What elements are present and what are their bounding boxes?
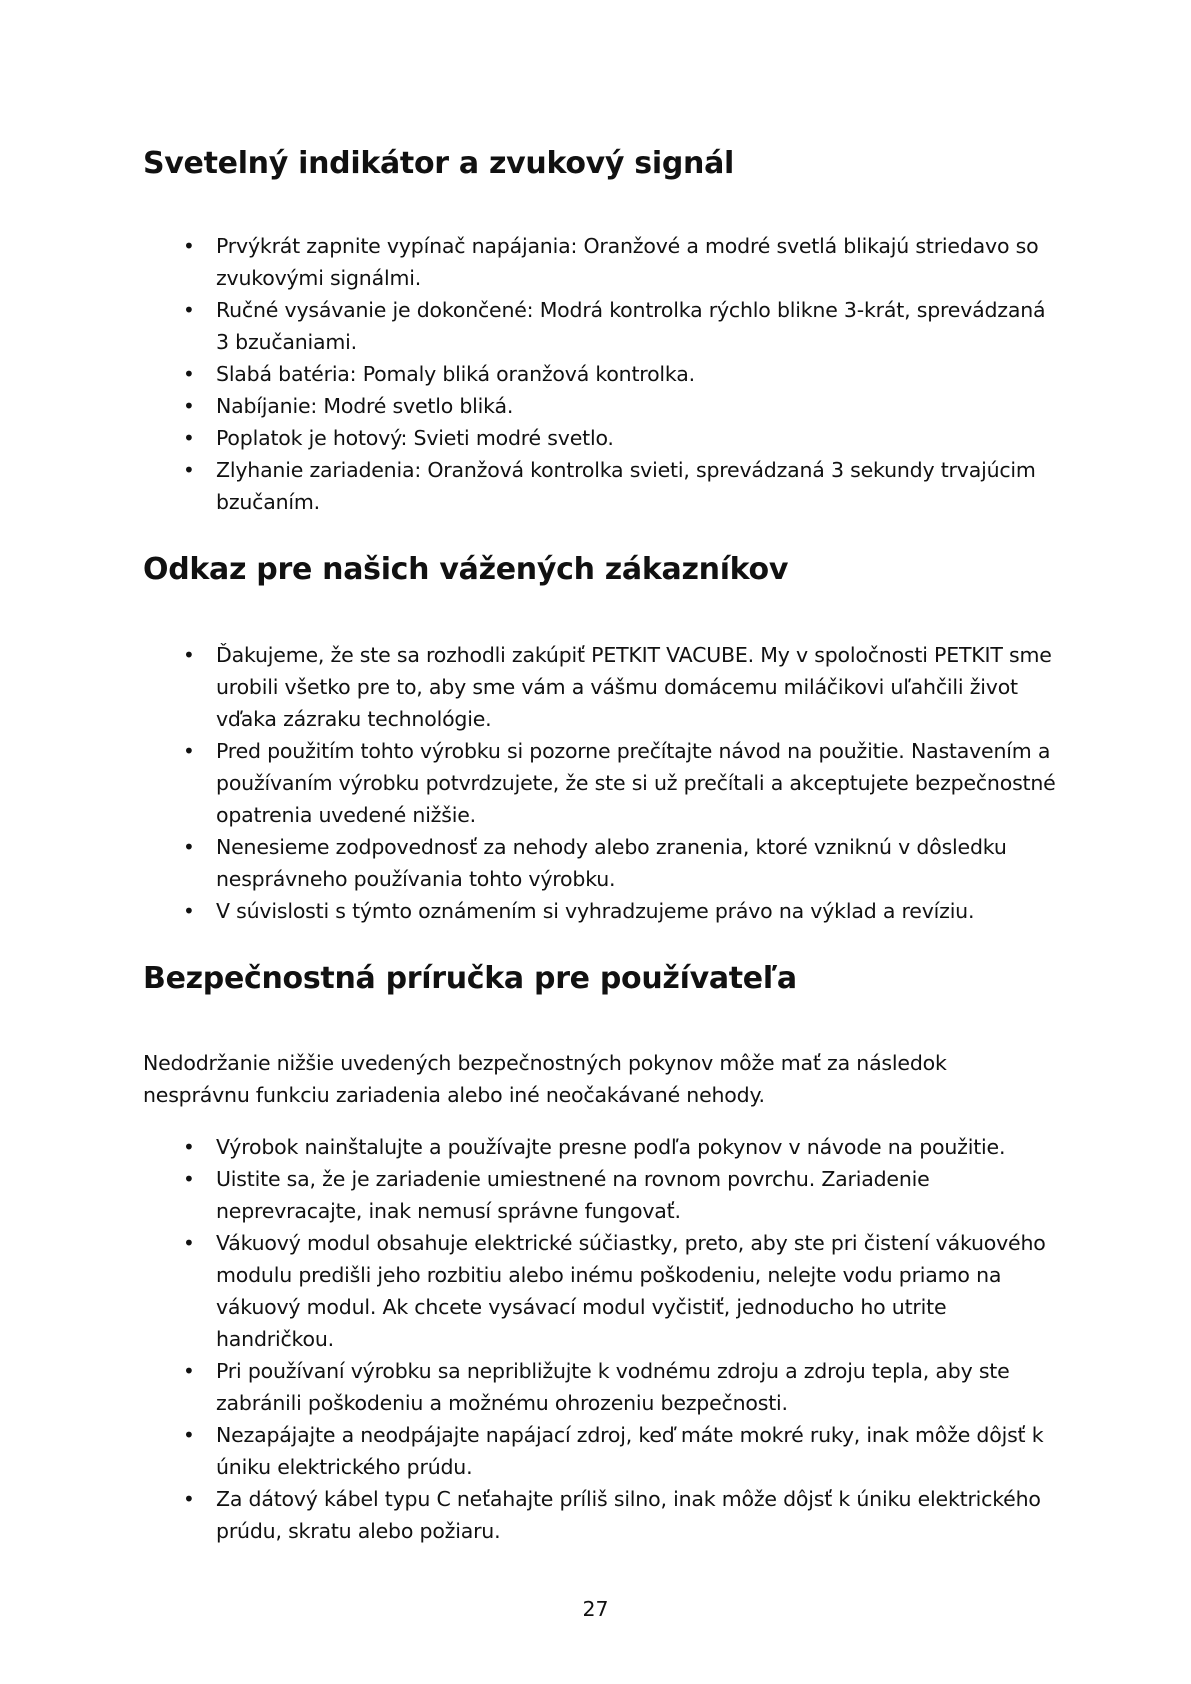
bullet-icon: • <box>183 1167 195 1191</box>
list-item: • Prvýkrát zapnite vypínač napájania: Oranžové a modré svetlá blikajú striedavo so zvukovými signálmi. <box>143 230 1063 294</box>
page-content <box>143 145 1063 1547</box>
list-item: • Pred použitím tohto výrobku si pozorne prečítajte návod na použitie. Nastavením a používaním výrobku potvrdzujete, že ste si už prečítali a akceptujete bezpečnostné opatrenia uvedené nižšie. <box>143 735 1063 831</box>
list-item: • Vákuový modul obsahuje elektrické súčiastky, preto, aby ste pri čistení vákuového modulu predišli jeho rozbitiu alebo inému poškodeniu, nelejte vodu priamo na vákuový modul. Ak chcete vysávací modul vyčistiť, jednoducho ho utrite handričkou. <box>143 1227 1063 1355</box>
list-item: • Za dátový kábel typu C neťahajte príliš silno, inak môže dôjsť k úniku elektrického prúdu, skratu alebo požiaru. <box>143 1483 1063 1547</box>
list-item: • Nenesieme zodpovednosť za nehody alebo zranenia, ktoré vzniknú v dôsledku nesprávneho používania tohto výrobku. <box>143 831 1063 895</box>
bullet-icon: • <box>183 362 195 386</box>
bullet-icon: • <box>183 234 195 258</box>
list-item: • V súvislosti s týmto oznámením si vyhradzujeme právo na výklad a revíziu. <box>143 895 1063 927</box>
bullet-icon: • <box>183 1231 195 1255</box>
bullet-icon: • <box>183 739 195 763</box>
bullet-icon: • <box>183 298 195 322</box>
list-item: • Výrobok nainštalujte a používajte presne podľa pokynov v návode na použitie. <box>143 1131 1063 1163</box>
indicator-list <box>143 230 1063 518</box>
list-item: • Poplatok je hotový: Svieti modré svetlo. <box>143 422 1063 454</box>
bullet-icon: • <box>183 458 195 482</box>
list-item: • Zlyhanie zariadenia: Oranžová kontrolka svieti, sprevádzaná 3 sekundy trvajúcim bzučaním. <box>143 454 1063 518</box>
bullet-icon: • <box>183 1487 195 1511</box>
customers-list <box>143 639 1063 927</box>
bullet-icon: • <box>183 899 195 923</box>
page-number: 27 <box>582 1597 609 1621</box>
bullet-icon: • <box>183 1423 195 1447</box>
bullet-icon: • <box>183 1135 195 1159</box>
section-heading-safety: Bezpečnostná príručka pre používateľa <box>143 961 797 996</box>
bullet-icon: • <box>183 394 195 418</box>
list-item: • Nabíjanie: Modré svetlo bliká. <box>143 390 1063 422</box>
list-item: • Ručné vysávanie je dokončené: Modrá kontrolka rýchlo blikne 3-krát, sprevádzaná 3 bzučaniami. <box>143 294 1063 358</box>
safety-list <box>143 1131 1063 1547</box>
bullet-icon: • <box>183 1359 195 1383</box>
bullet-icon: • <box>183 426 195 450</box>
bullet-icon: • <box>183 835 195 859</box>
list-item: • Pri používaní výrobku sa nepribližujte k vodnému zdroju a zdroju tepla, aby ste zabránili poškodeniu a možnému ohrozeniu bezpečnosti. <box>143 1355 1063 1419</box>
section-heading-customers: Odkaz pre našich vážených zákazníkov <box>143 552 789 587</box>
section-heading-indicator: Svetelný indikátor a zvukový signál <box>143 146 734 181</box>
safety-intro-paragraph: Nedodržanie nižšie uvedených bezpečnostných pokynov môže mať za následok nesprávnu funkciu zariadenia alebo iné neočakávané nehody. <box>143 1051 947 1107</box>
bullet-icon: • <box>183 643 195 667</box>
list-item: • Ďakujeme, že ste sa rozhodli zakúpiť PETKIT VACUBE. My v spoločnosti PETKIT sme urobili všetko pre to, aby sme vám a vášmu domácemu miláčikovi uľahčili život vďaka zázraku technológie. <box>143 639 1063 735</box>
list-item: • Slabá batéria: Pomaly bliká oranžová kontrolka. <box>143 358 1063 390</box>
list-item: • Nezapájajte a neodpájajte napájací zdroj, keď máte mokré ruky, inak môže dôjsť k úniku elektrického prúdu. <box>143 1419 1063 1483</box>
list-item: • Uistite sa, že je zariadenie umiestnené na rovnom povrchu. Zariadenie neprevracajte, inak nemusí správne fungovať. <box>143 1163 1063 1227</box>
